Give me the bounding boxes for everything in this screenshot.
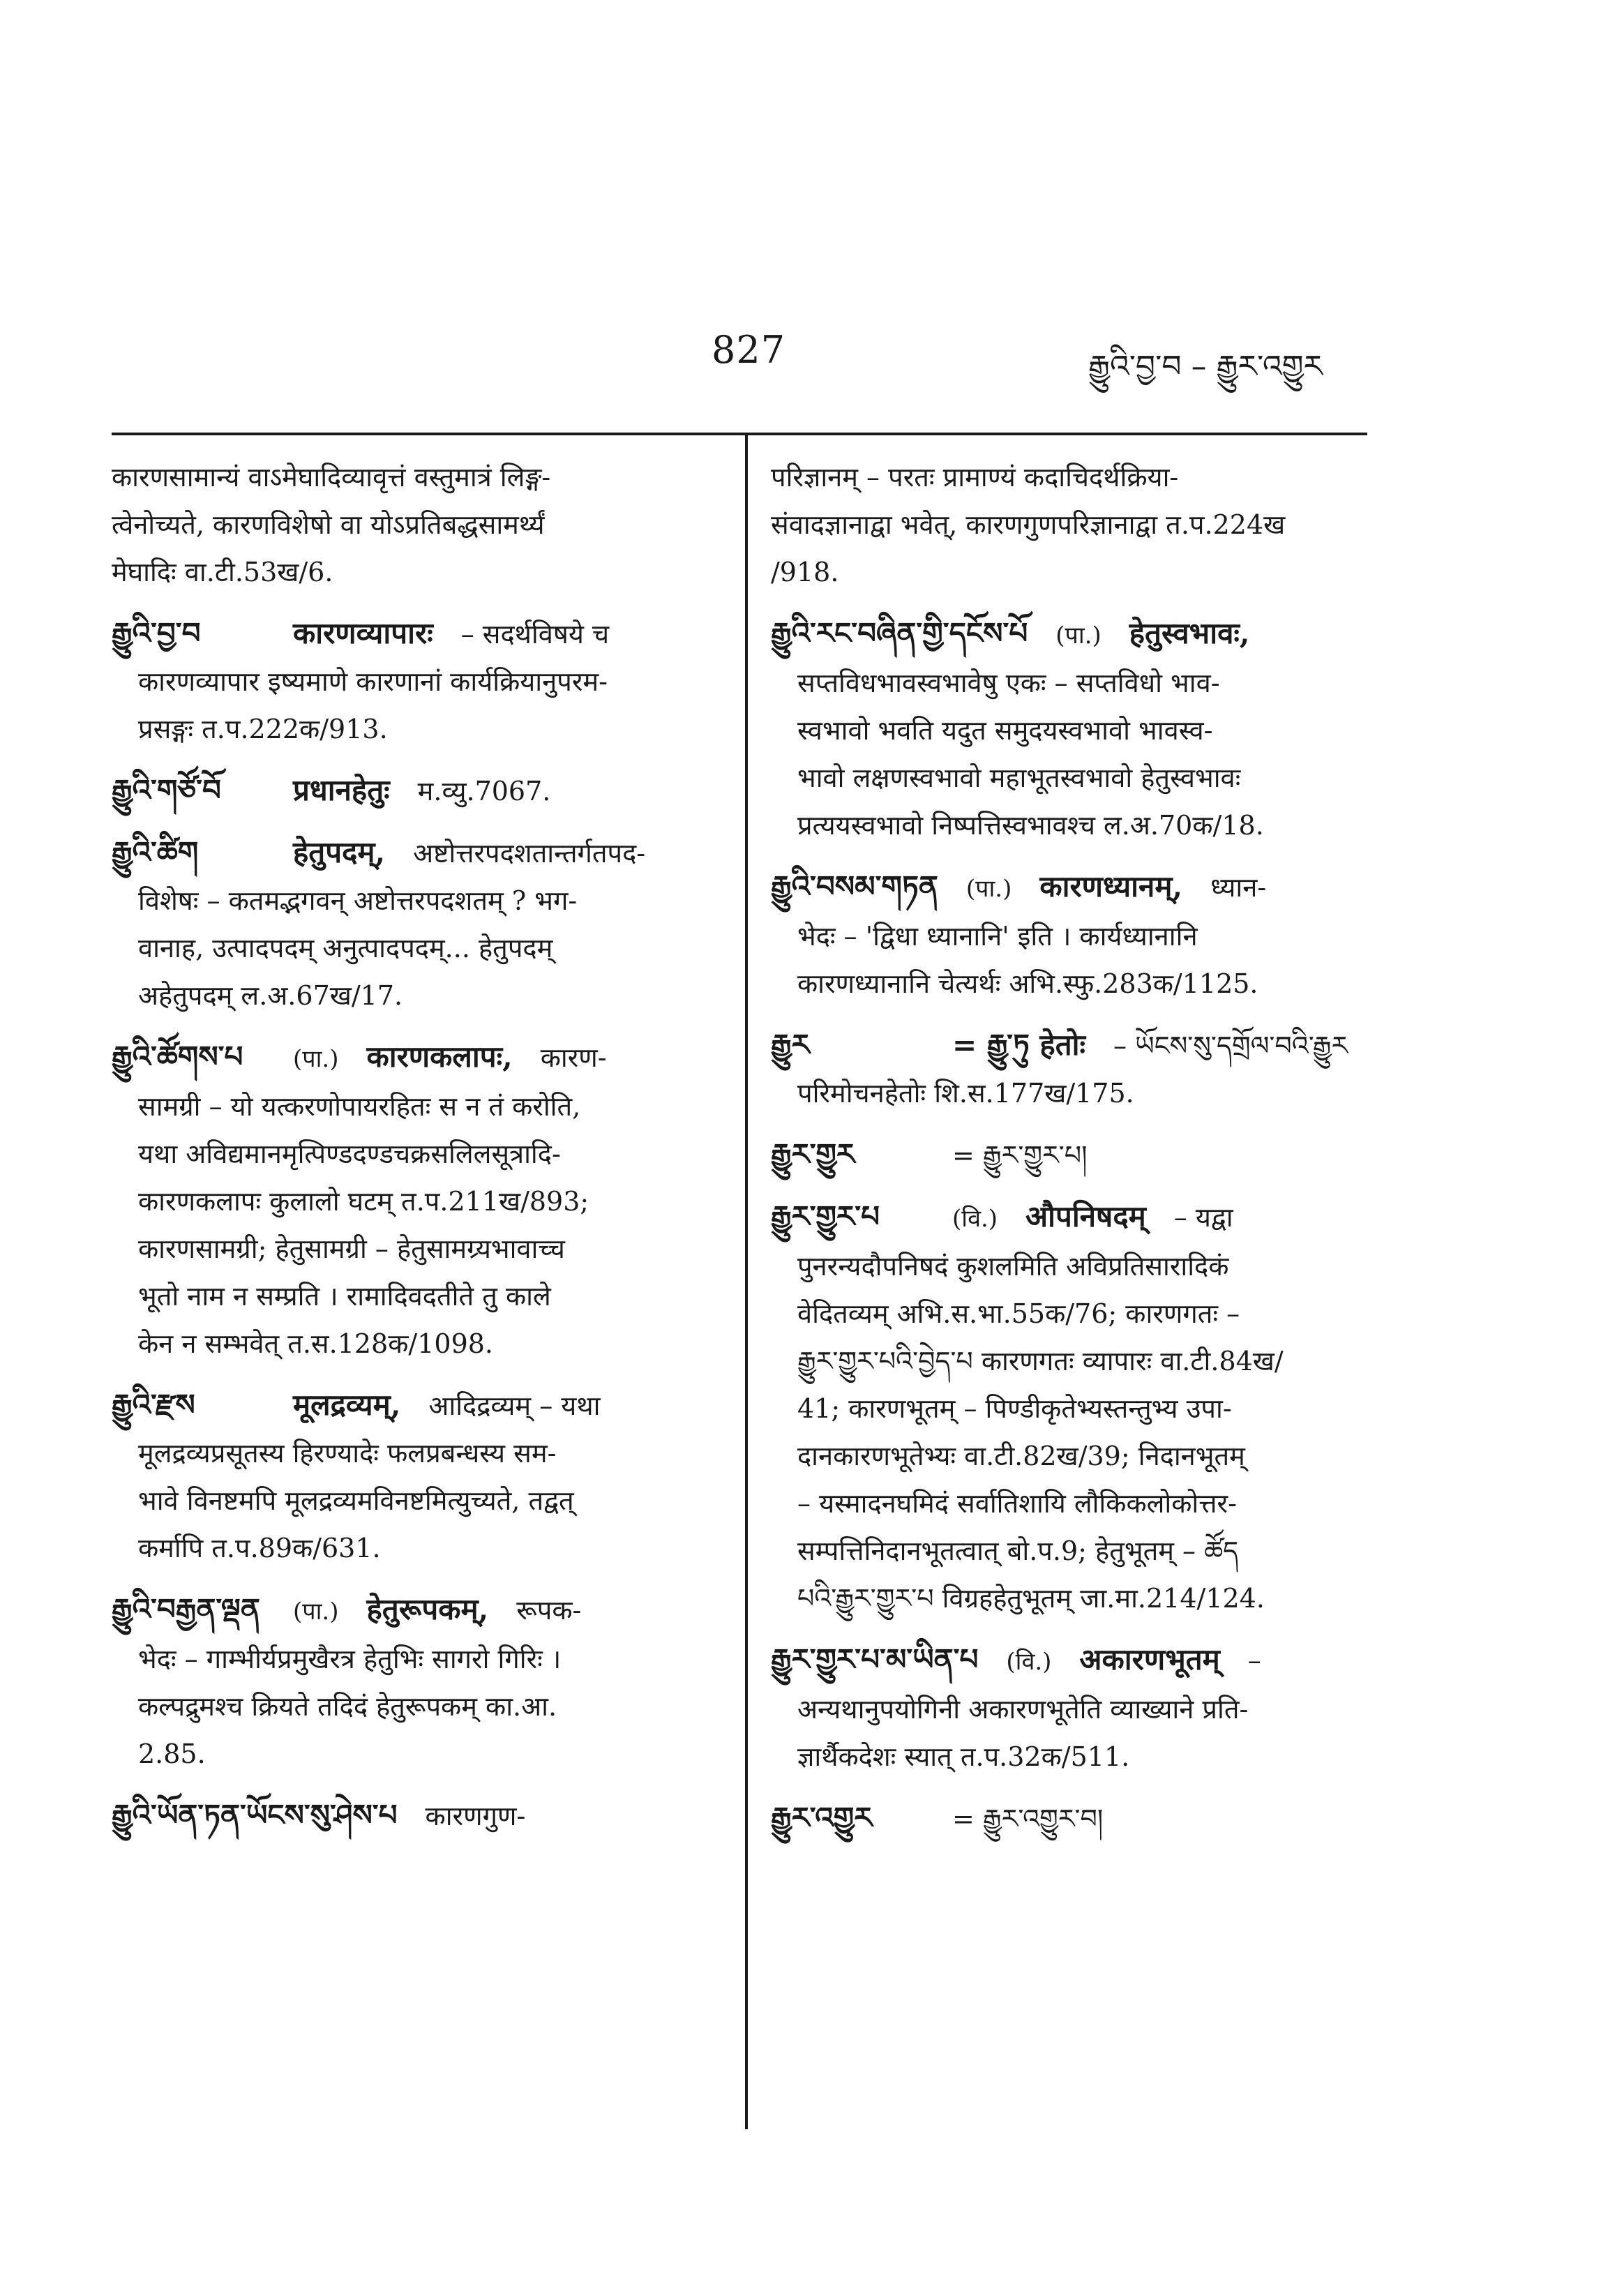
tibetan-headword: རྒྱུར་གྱུར་པ་མ་ཡིན་པ: [771, 1642, 979, 1676]
tibetan-headword: རྒྱུར་གྱུར: [771, 1137, 855, 1171]
grammar-tag: (पा.): [965, 875, 1012, 903]
grammar-tag: (वि.): [952, 1205, 998, 1233]
definition-start: –: [1247, 1645, 1261, 1676]
entry-headword-line: [112, 829, 719, 877]
sanskrit-equivalent: कारणध्यानम्,: [1039, 869, 1183, 903]
sanskrit-equivalent: कारणव्यापारः: [293, 616, 433, 650]
dictionary-entry: [112, 1381, 719, 1572]
tibetan-headword: རྒྱུའི་རང་བཞིན་གྱི་དངོས་པོ: [771, 616, 1028, 650]
page-number: 827: [712, 328, 786, 372]
dictionary-entry: [112, 767, 719, 815]
tibetan-headword: རྒྱུའི་ཚིག: [112, 835, 199, 869]
definition-line: सम्पत्तिनिदानभूतत्वात् बो.प.9; हेतुभूतम् – ཚོད: [797, 1536, 1239, 1566]
definition-line: भावे विनष्टमपि मूलद्रव्यमविनष्टमित्युच्यते, तद्वत्: [138, 1485, 574, 1516]
definition-line: पुनरन्यदौपनिषदं कुशलमिति अविप्रतिसारादिकं: [797, 1251, 1229, 1282]
definition-line: कल्पद्रुमश्च क्रियते तदिदं हेतुरूपकम् का.आ.: [138, 1691, 557, 1722]
sanskrit-equivalent: हेतुपदम्,: [293, 835, 386, 869]
definition-start: आदिद्रव्यम् – यथा: [428, 1390, 601, 1421]
definition-line: भावो लक्षणस्वभावो महाभूतस्वभावो हेतुस्वभावः: [797, 763, 1241, 793]
grammar-tag: (पा.): [1055, 622, 1102, 650]
sanskrit-equivalent: कारणकलापः,: [366, 1040, 513, 1074]
page-header: [0, 328, 1624, 384]
tibetan-headword: རྒྱུར་འགྱུར: [771, 1801, 873, 1835]
entry-headword-line: [112, 1792, 719, 1840]
sanskrit-equivalent: हेतुस्वभावः,: [1129, 616, 1250, 650]
header-rule: [112, 433, 1367, 435]
definition-line: པའི་རྒྱུར་གྱུར་པ विग्रहहेतुभूतम् जा.मा.214/124.: [797, 1583, 1265, 1614]
column-divider: [745, 434, 748, 2129]
dictionary-entry: [771, 1794, 1371, 1843]
tibetan-headword: རྒྱུའི་རྫས: [112, 1388, 195, 1422]
entry-headword-line: [112, 1381, 719, 1429]
sanskrit-equivalent: प्रधानहेतुः: [293, 773, 390, 807]
definition-start: कारण-: [540, 1042, 607, 1073]
definition-line: कारणध्यानानि चेत्यर्थः अभि.स्फु.283क/1125.: [797, 968, 1258, 999]
definition-line: अन्यथानुपयोगिनी अकारणभूतेति व्याख्याने प्रति-: [797, 1694, 1249, 1725]
grammar-tag: (वि.): [1006, 1648, 1052, 1676]
tibetan-headword: རྒྱུའི་བྱ་བ: [112, 616, 201, 650]
definition-start: – सदर्थविषये च: [460, 619, 610, 650]
entry-headword-line: [771, 1193, 1371, 1243]
definition-line: 41; कारणभूतम् – पिण्डीकृतेभ्यस्तन्तुभ्य उपा-: [797, 1393, 1232, 1424]
dictionary-entry: [112, 1033, 719, 1367]
dictionary-entry: [112, 610, 719, 753]
sanskrit-equivalent: औपनिषदम्: [1025, 1199, 1146, 1233]
entry-headword-line: [112, 1586, 719, 1635]
definition-line: स्वभावो भवति यदुत समुदयस्वभावो भावस्व-: [797, 715, 1213, 746]
grammar-tag: (पा.): [293, 1598, 339, 1626]
sanskrit-equivalent: = རྒྱུ་ཏུ हेतोः: [952, 1028, 1086, 1062]
entry-headword-line: [771, 610, 1371, 659]
definition-line: अहेतुपदम् ल.अ.67ख/17.: [138, 980, 403, 1011]
sanskrit-equivalent: हेतुरूपकम्,: [366, 1592, 489, 1626]
dictionary-entry: [112, 1792, 719, 1840]
entry-headword-line: [112, 610, 719, 658]
definition-line: प्रसङ्गः त.प.222क/913.: [138, 714, 388, 744]
definition-line: भूतो नाम न सम्प्रति । रामादिवदतीते तु काले: [138, 1281, 551, 1312]
right-column: [771, 453, 1371, 1856]
definition-line: मूलद्रव्यप्रसूतस्य हिरण्यादेः फलप्रबन्धस्य सम-: [138, 1438, 557, 1469]
definition-start: अष्टोत्तरपदशतान्तर्गतपद-: [413, 838, 646, 869]
entry-headword-line: [771, 1636, 1371, 1686]
left-column: [112, 453, 719, 1854]
definition-line: भेदः – गाम्भीर्यप्रमुखैरत्र हेतुभिः सागरो गिरिः ।: [138, 1644, 562, 1674]
definition-start: – ཡོངས་སུ་དགྲོལ་བའི་རྒྱུར: [1113, 1030, 1348, 1061]
dictionary-entry: [112, 1586, 719, 1778]
definition-line: केन न सम्भवेत् त.स.128क/1098.: [138, 1328, 494, 1359]
tibetan-headword: རྒྱུའི་གཙོ་བོ: [112, 773, 221, 807]
dictionary-entry: [771, 1193, 1371, 1622]
entry-headword-line: [112, 1033, 719, 1083]
definition-line: प्रत्ययस्वभावो निष्पत्तिस्वभावश्च ल.अ.70क/18.: [797, 810, 1264, 841]
definition-line: कर्मापि त.प.89क/631.: [138, 1533, 381, 1563]
definition-line: यथा अविद्यमानमृत्पिण्डदण्डचक्रसलिलसूत्रादि-: [138, 1139, 561, 1169]
entry-headword-line: [771, 863, 1371, 913]
definition-line: ज्ञार्थैकदेशः स्यात् त.प.32क/511.: [797, 1741, 1130, 1772]
dictionary-entry: [771, 1131, 1371, 1179]
tibetan-headword: རྒྱུའི་བརྒྱན་ལྡན: [112, 1592, 260, 1626]
definition-start: – यद्वा: [1173, 1202, 1233, 1233]
definition-start: ध्यान-: [1210, 872, 1267, 903]
entry-headword-line: [771, 1794, 1371, 1843]
entry-headword-line: [771, 1021, 1371, 1070]
dictionary-entry: [771, 453, 1371, 596]
definition-line: सामग्री – यो यत्करणोपायरहितः स न तं करोति,: [138, 1091, 581, 1122]
definition-line: सप्तविधभावस्वभावेषु एकः – सप्तविधो भाव-: [797, 668, 1220, 698]
tibetan-headword: རྒྱུར: [771, 1028, 810, 1062]
definition-line: वेदितव्यम् अभि.स.भा.55क/76; कारणगतः –: [797, 1298, 1240, 1329]
definition-line: कारणव्यापार इष्यमाणे कारणानां कार्यक्रियानुपरम-: [138, 666, 608, 697]
definition-line: – यस्मादनघमिदं सर्वातिशायि लौकिकलोकोत्तर-: [797, 1488, 1237, 1519]
definition-line: परिज्ञानम् – परतः प्रामाण्यं कदाचिदर्थक्रिया-: [771, 462, 1179, 493]
tibetan-headword: རྒྱུའི་ཚོགས་པ: [112, 1040, 243, 1074]
dictionary-entry: [112, 453, 719, 596]
definition-line: त्वेनोच्यते, कारणविशेषो वा योऽप्रतिबद्धसामर्थ्यं: [112, 509, 545, 540]
entry-headword-line: [112, 767, 719, 815]
definition-start: रूपक-: [516, 1595, 582, 1626]
definition-start: = རྒྱུར་གྱུར་པ།: [952, 1140, 1088, 1171]
running-head: རྒྱུའི་བྱ་བ – རྒྱུར་འགྱུར: [1088, 349, 1323, 384]
tibetan-headword: རྒྱུའི་ཡོན་ཏན་ཡོངས་སུ་ཤེས་པ: [112, 1798, 398, 1832]
dictionary-entry: [771, 610, 1371, 849]
definition-line: भेदः – 'द्विधा ध्यानानि' इति । कार्यध्यानानि: [797, 921, 1198, 952]
definition-line: विशेषः – कतमद्भगवन् अष्टोत्तरपदशतम् ? भग-: [138, 885, 578, 916]
definition-line: दानकारणभूतेभ्यः वा.टी.82ख/39; निदानभूतम्: [797, 1441, 1245, 1471]
definition-line: རྒྱུར་གྱུར་པའི་བྱེད་པ कारणगतः व्यापारः वा.टी.84ख/: [797, 1346, 1284, 1376]
entry-headword-line: [771, 1131, 1371, 1179]
definition-start: = རྒྱུར་འགྱུར་བ།: [952, 1803, 1104, 1834]
definition-start: म.व्यु.7067.: [417, 776, 551, 806]
definition-line: संवादज्ञानाद्वा भवेत्, कारणगुणपरिज्ञानाद्वा त.प.224ख: [771, 509, 1286, 540]
tibetan-headword: རྒྱུར་གྱུར་པ: [771, 1199, 880, 1233]
definition-line: मेघादिः वा.टी.53ख/6.: [112, 557, 333, 587]
dictionary-entry: [771, 1021, 1371, 1117]
dictionary-entry: [112, 829, 719, 1019]
definition-line: 2.85.: [138, 1739, 206, 1769]
definition-line: वानाह, उत्पादपदम् अनुत्पादपदम्... हेतुपदम्: [138, 933, 553, 963]
definition-start: कारणगुण-: [425, 1801, 526, 1831]
dictionary-entry: [771, 863, 1371, 1007]
sanskrit-equivalent: अकारणभूतम्: [1079, 1642, 1220, 1676]
dictionary-entry: [771, 1636, 1371, 1780]
grammar-tag: (पा.): [293, 1045, 339, 1073]
definition-line: कारणकलापः कुलालो घटम् त.प.211ख/893;: [138, 1186, 589, 1217]
definition-line: परिमोचनहेतोः शि.स.177ख/175.: [797, 1078, 1134, 1109]
definition-line: कारणसामान्यं वाऽमेघादिव्यावृत्तं वस्तुमात्रं लिङ्ग-: [112, 462, 551, 493]
definition-line: कारणसामग्री; हेतुसामग्री – हेतुसामग्र्यभावाच्च: [138, 1233, 565, 1264]
tibetan-headword: རྒྱུའི་བསམ་གཏན: [771, 869, 938, 903]
sanskrit-equivalent: मूलद्रव्यम्,: [293, 1388, 401, 1422]
definition-line: /918.: [771, 557, 839, 587]
